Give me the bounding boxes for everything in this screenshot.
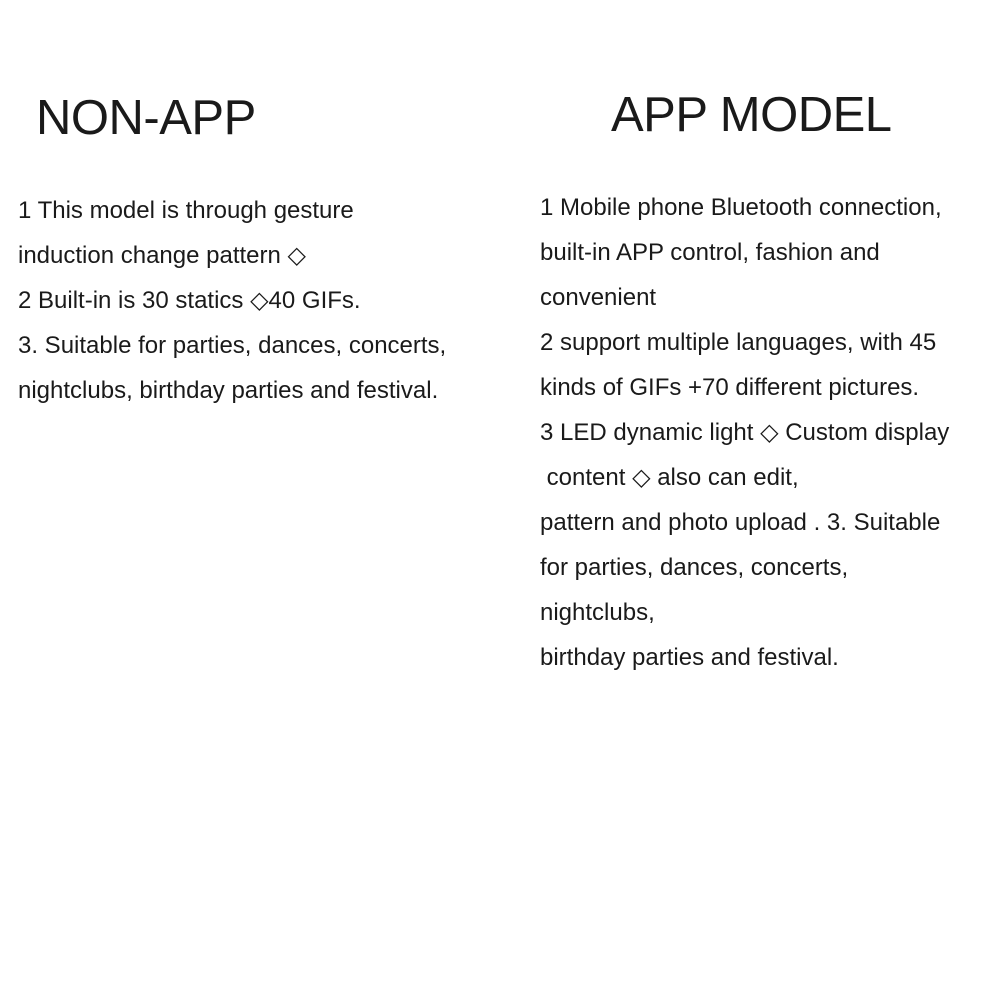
app-model-line: birthday parties and festival. [540,644,839,671]
app-model-line: 1 Mobile phone Bluetooth connection, [540,194,942,221]
app-model-line: convenient [540,284,657,311]
non-app-line: nightclubs, birthday parties and festival. [18,377,439,404]
app-model-description [540,185,995,680]
app-model-line: 2 support multiple languages, with 45 [540,329,937,356]
non-app-line: 1 This model is through gesture [18,197,354,224]
app-model-line: built-in APP control, fashion and [540,239,880,266]
app-model-line: pattern and photo upload . 3. Suitable [540,509,941,536]
app-model-line: 3 LED dynamic light ◇ Custom display [540,419,950,446]
app-model-line: nightclubs, [540,599,655,626]
app-model-line: content ◇ also can edit, [540,464,799,491]
app-model-heading: APP MODEL [611,88,892,142]
non-app-line: 3. Suitable for parties, dances, concerts, [18,332,447,359]
non-app-description [18,188,498,413]
non-app-line: induction change pattern ◇ [18,242,306,269]
app-model-line: for parties, dances, concerts, [540,554,849,581]
non-app-line: 2 Built-in is 30 statics ◇40 GIFs. [18,287,361,314]
app-model-line: kinds of GIFs +70 different pictures. [540,374,920,401]
non-app-heading: NON-APP [36,91,256,145]
